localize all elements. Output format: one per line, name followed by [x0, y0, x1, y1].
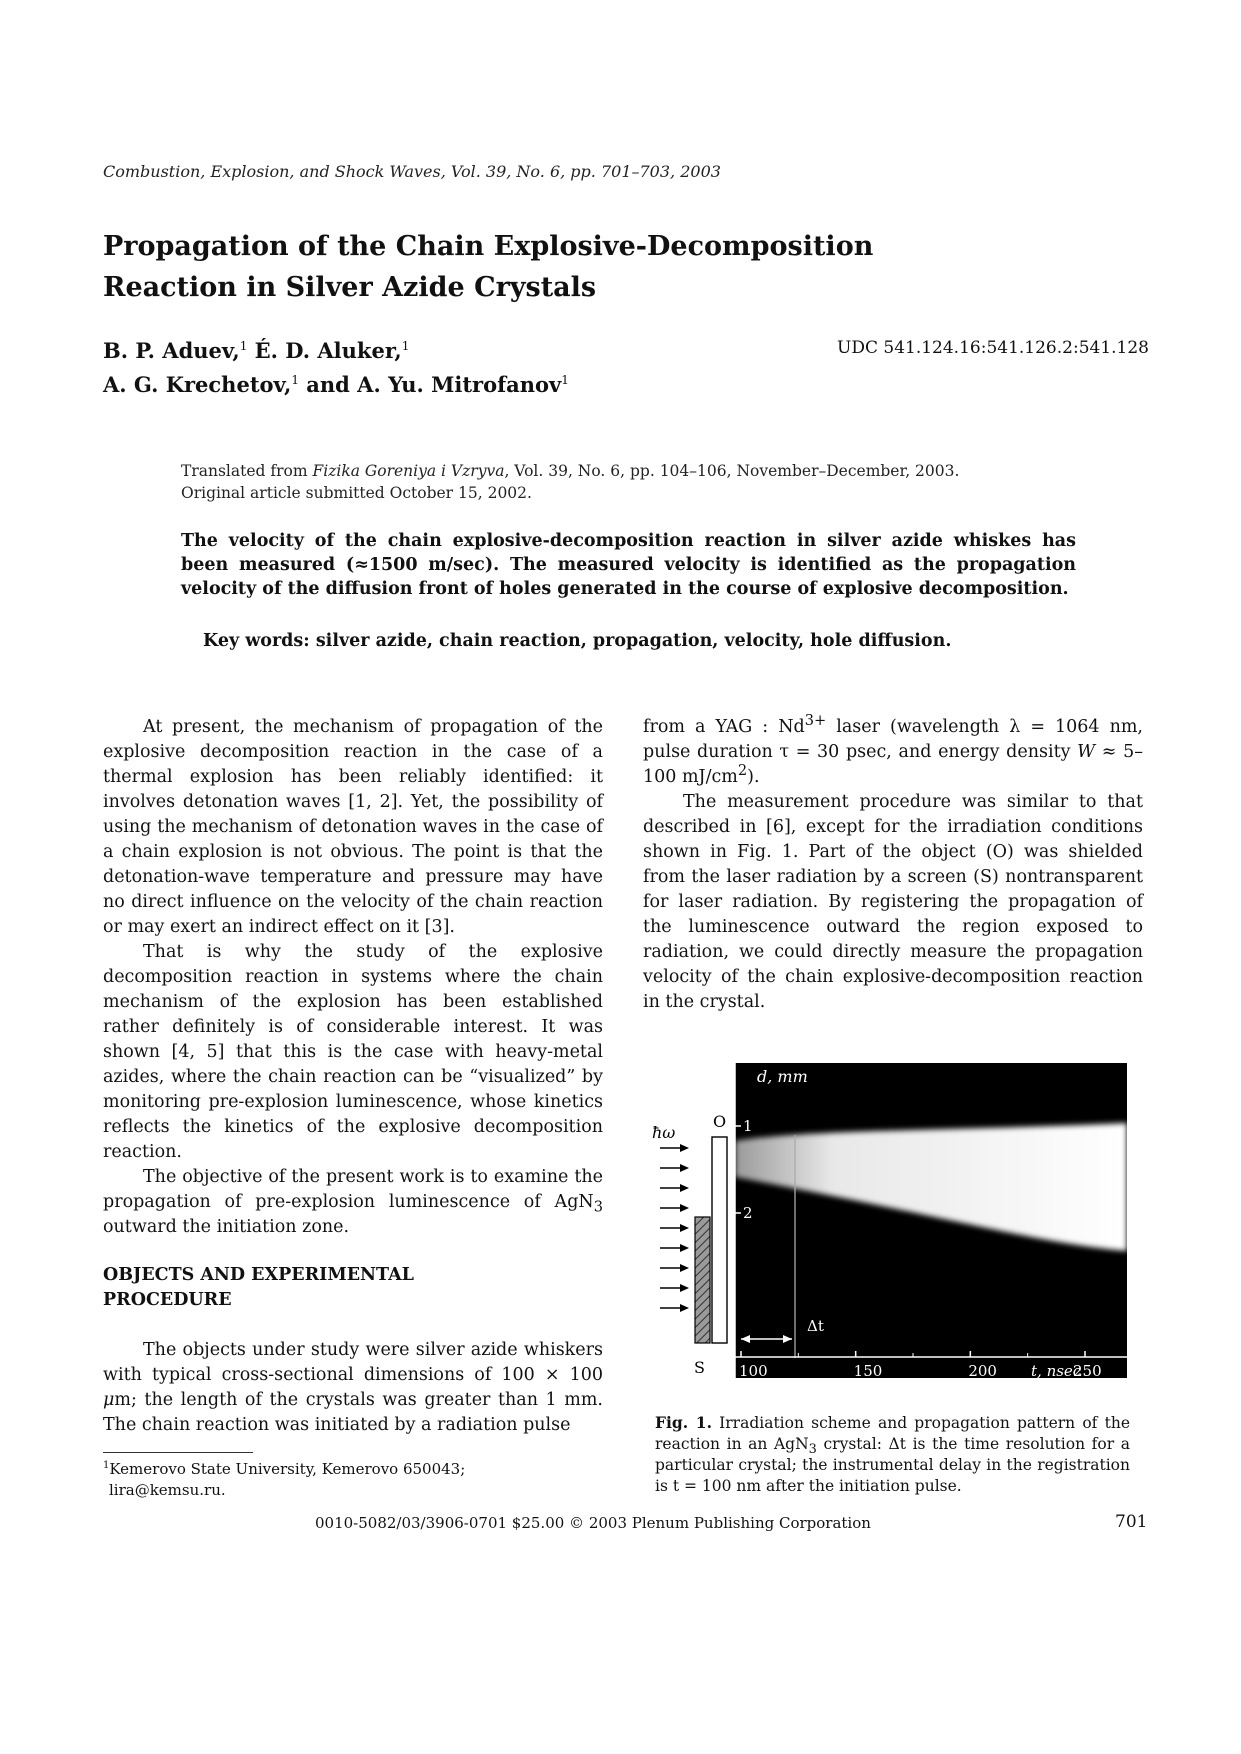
superscript: 2	[737, 762, 748, 780]
heading-line-2: PROCEDURE	[103, 1290, 232, 1310]
translation-suffix: , Vol. 39, No. 6, pp. 104–106, November–December, 2003.	[504, 462, 960, 480]
author-list	[103, 334, 569, 402]
translation-source: Fizika Goreniya i Vzryva	[312, 462, 505, 480]
left-column-top	[103, 715, 603, 1240]
objective-text-b: outward the initiation zone.	[103, 1217, 350, 1237]
laser-text-d: ).	[747, 767, 760, 787]
paper-title	[103, 226, 903, 308]
objects-text-b: m; the length of the crystals was greater than 1 mm. The chain reaction was initiated by a radiation pulse	[103, 1390, 603, 1435]
footnote	[103, 1459, 465, 1501]
footnote-mark: 1	[103, 1460, 110, 1471]
title-line-1: Propagation of the Chain Explosive-Decomposition	[103, 231, 874, 262]
paragraph-laser	[643, 712, 1143, 790]
superscript: 3+	[804, 712, 827, 730]
right-column	[643, 712, 1143, 1015]
caption-text-a: Irradiation scheme and propagation pattern of the reaction in an AgN	[655, 1414, 1130, 1453]
label-o: O	[713, 1112, 727, 1131]
paragraph-objects	[103, 1338, 603, 1438]
laser-arrow	[660, 1244, 689, 1252]
author-mitrofanov: and A. Yu. Mitrofanov	[306, 372, 562, 397]
section-heading	[103, 1263, 523, 1313]
paragraph-motivation: That is why the study of the explosive decomposition reaction in systems where the chain mechanism of the explosion has been established rather definitely is of considerable interest. It was shown [4, 5] that this is the case with heavy-metal azides, where the chain reaction can be “visualized” by monitoring pre-explosion luminescence, whose kinetics reflects the kinetics of the explosive decomposition reaction.	[103, 942, 603, 1162]
author-aduev: B. P. Aduev,	[103, 338, 240, 363]
delta-t-label: Δt	[807, 1317, 824, 1335]
abstract: The velocity of the chain explosive-decomposition reaction in silver azide whiskes has been measured (≈1500 m/sec). The measured velocity is identified as the propagation velocity of the diffusion front of holes generated in the course of explosive decomposition.	[181, 531, 1076, 599]
laser-arrows	[660, 1144, 689, 1312]
affiliation-mark: 1	[291, 373, 299, 387]
hbar-omega-label: ħω	[652, 1123, 676, 1142]
page-number: 701	[1115, 1512, 1148, 1532]
y-axis-label: d, mm	[757, 1067, 808, 1086]
label-s: S	[694, 1358, 705, 1377]
affiliation-mark: 1	[239, 339, 248, 353]
translation-note	[181, 460, 959, 504]
laser-arrow	[660, 1304, 689, 1312]
copyright-line: 0010-5082/03/3906-0701 $25.00 © 2003 Plenum Publishing Corporation	[315, 1514, 871, 1532]
x-tick-label: 150	[853, 1362, 883, 1380]
paragraph-intro: At present, the mechanism of propagation of the explosive decomposition reaction in the case of a thermal explosion has been reliably identified: it involves detonation waves [1, 2]. Yet, the possibility of using the mechanism of detonation waves in the case of a chain explosion is not obvious. The point is that the detonation-wave temperature and pressure may have no direct influence on the velocity of the chain reaction or may exert an indirect effect on it [3].	[103, 717, 603, 937]
affiliation-mark: 1	[561, 373, 569, 387]
paragraph-procedure: The measurement procedure was similar to that described in [6], except for the irradiation conditions shown in Fig. 1. Part of the object (O) was shielded from the laser radiation by a screen (S) nontransparent for laser radiation. By registering the propagation of the luminescence outward the region exposed to radiation, we could directly measure the propagation velocity of the chain explosive-decomposition reaction in the crystal.	[643, 792, 1143, 1012]
subscript: 3	[593, 1198, 603, 1216]
footnote-affiliation: Kemerovo State University, Kemerovo 650043;	[109, 1460, 466, 1478]
figure-svg	[652, 1053, 1135, 1393]
laser-arrow	[660, 1284, 689, 1292]
laser-arrow	[660, 1184, 689, 1192]
affiliation-mark: 1	[401, 339, 410, 353]
heading-line-1: OBJECTS AND EXPERIMENTAL	[103, 1265, 414, 1285]
figure-caption	[655, 1412, 1130, 1497]
footnote-rule	[103, 1452, 253, 1453]
x-tick-label: 100	[739, 1362, 768, 1380]
author-krechetov: A. G. Krechetov,	[103, 372, 292, 397]
paragraph-objective	[103, 1165, 603, 1240]
energy-symbol: W	[1077, 742, 1096, 762]
streak-image	[735, 1063, 1127, 1380]
journal-citation: Combustion, Explosion, and Shock Waves, Vol. 39, No. 6, pp. 701–703, 2003	[103, 162, 721, 181]
objects-text-a: The objects under study were silver azide whiskers with typical cross-sectional dimensions of 100 × 100	[103, 1340, 603, 1385]
figure-1	[652, 1053, 1135, 1397]
laser-text-b: laser (wavelength λ = 1064 nm, pulse duration τ = 30 psec, and energy density	[643, 717, 1143, 762]
caption-text-b: crystal: Δt is the time resolution for a particular crystal; the instrumental delay in the registration is t = 100 nm after the initiation pulse.	[655, 1435, 1130, 1495]
laser-arrow	[660, 1164, 689, 1172]
laser-text-c: ≈ 5–100 mJ/cm	[643, 742, 1143, 787]
object-o	[712, 1137, 727, 1343]
footnote-email: lira@kemsu.ru.	[109, 1481, 226, 1499]
mu-symbol: μ	[103, 1390, 115, 1410]
subscript: 3	[808, 1442, 817, 1458]
laser-arrow	[660, 1264, 689, 1272]
left-column-bottom	[103, 1338, 603, 1438]
udc-code: UDC 541.124.16:541.126.2:541.128	[837, 338, 1149, 358]
y-tick-label: 1	[743, 1117, 753, 1135]
x-tick-label: 200	[968, 1362, 997, 1380]
laser-arrow	[660, 1224, 689, 1232]
submission-date: Original article submitted October 15, 2002.	[181, 484, 532, 502]
x-axis-label: t, nsec	[1031, 1362, 1082, 1380]
title-line-2: Reaction in Silver Azide Crystals	[103, 272, 597, 303]
caption-label: Fig. 1.	[655, 1413, 712, 1432]
keywords: Key words: silver azide, chain reaction, propagation, velocity, hole diffusion.	[203, 631, 952, 651]
screen-s	[695, 1217, 710, 1343]
laser-arrow	[660, 1144, 689, 1152]
translation-prefix: Translated from	[181, 462, 313, 480]
author-aluker: É. D. Aluker,	[254, 338, 402, 363]
laser-text-a: from a YAG : Nd	[643, 717, 805, 737]
laser-arrow	[660, 1204, 689, 1212]
x-tick-label: 250	[1073, 1362, 1102, 1380]
y-tick-label: 2	[743, 1204, 753, 1222]
objective-text-a: The objective of the present work is to examine the propagation of pre-explosion luminescence of AgN	[103, 1167, 603, 1212]
